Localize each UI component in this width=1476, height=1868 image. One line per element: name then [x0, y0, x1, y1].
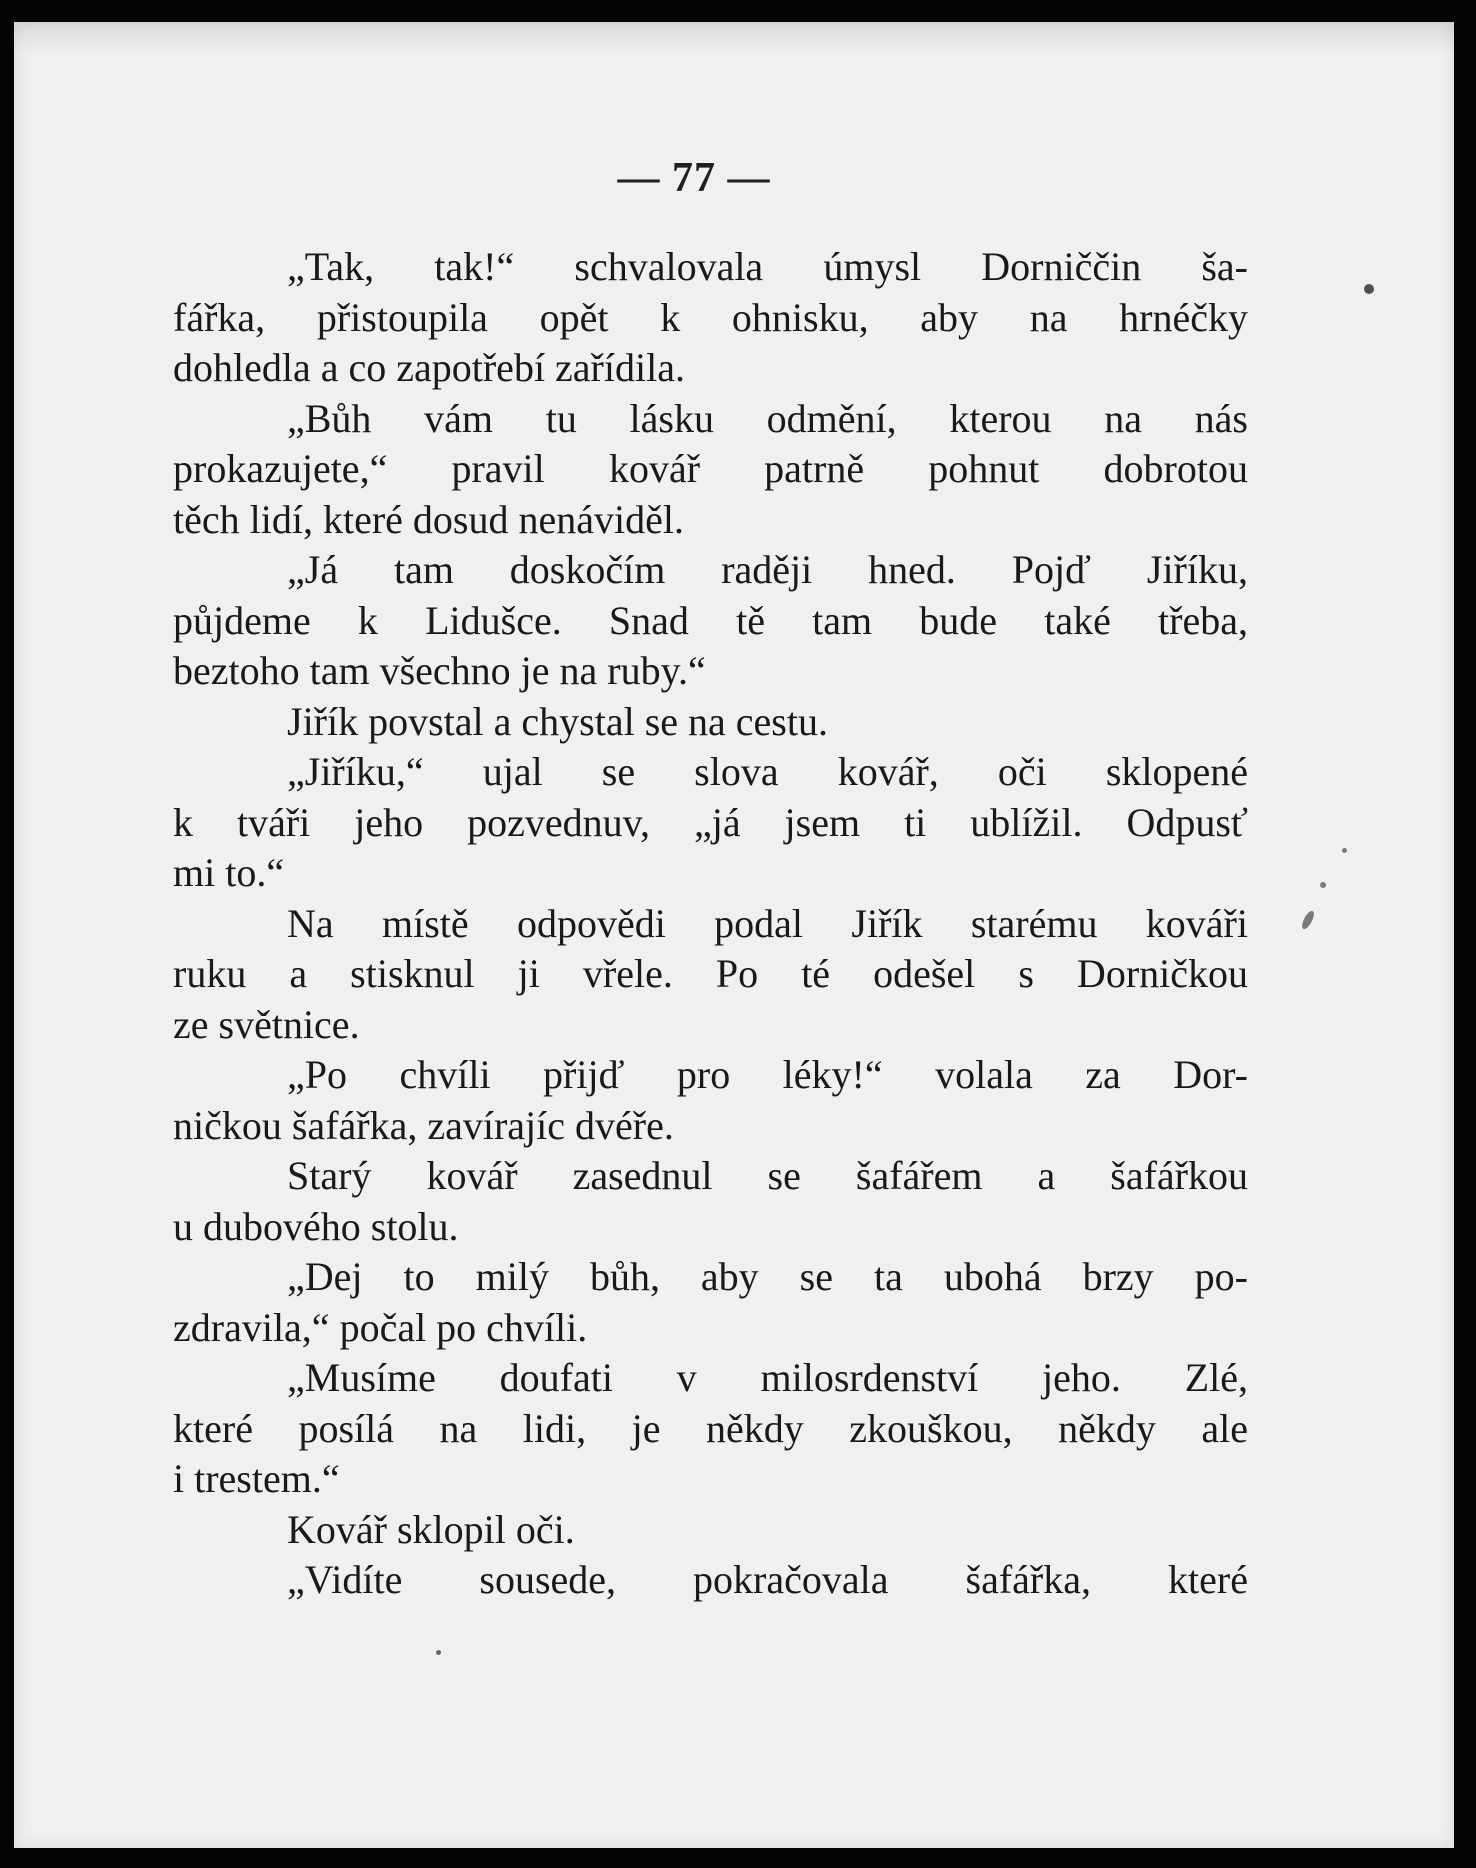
- page-number: — 77 —: [617, 155, 771, 201]
- ink-spot: [1320, 882, 1326, 888]
- ink-spot: [1300, 909, 1316, 930]
- ink-spot: [1364, 284, 1374, 294]
- text-line: ruku a stisknul ji vřele. Po té odešel s Dorničkou: [173, 951, 1248, 996]
- text-line: „Dej to milý bůh, aby se ta ubohá brzy po-: [287, 1254, 1248, 1299]
- text-line: které posílá na lidi, je někdy zkouškou, někdy ale: [173, 1405, 1248, 1451]
- text-line: těch lidí, které dosud nenáviděl.: [173, 496, 684, 542]
- text-line: fářka, přistoupila opět k ohnisku, aby na hrnéčky: [173, 294, 1248, 340]
- text-line: Kovář sklopil oči.: [287, 1506, 575, 1552]
- ink-spot: [436, 1650, 441, 1655]
- text-line: i trestem.“: [173, 1456, 340, 1501]
- text-line: Na místě odpovědi podal Jiřík starému kováři: [287, 900, 1248, 946]
- text-line: k tváři jeho pozvednuv, „já jsem ti ublížil. Odpusť: [173, 799, 1248, 845]
- text-line: zdravila,“ počal po chvíli.: [173, 1304, 588, 1350]
- text-line: ze světnice.: [173, 1001, 360, 1047]
- text-line: u dubového stolu.: [173, 1203, 459, 1249]
- text-line: „Bůh vám tu lásku odmění, kterou na nás: [287, 395, 1248, 441]
- ink-spot: [1342, 848, 1347, 853]
- text-line: „Musíme doufati v milosrdenství jeho. Zlé,: [287, 1355, 1248, 1400]
- text-line: Jiřík povstal a chystal se na cestu.: [287, 698, 828, 744]
- text-line: mi to.“: [173, 850, 285, 895]
- text-line: dohledla a co zapotřebí zařídila.: [173, 345, 685, 390]
- text-line: beztoho tam všechno je na ruby.“: [173, 648, 706, 693]
- text-line: ničkou šafářka, zavírajíc dvéře.: [173, 1102, 674, 1148]
- text-line: „Jiříku,“ ujal se slova kovář, oči sklopené: [287, 749, 1248, 794]
- text-line: „Po chvíli přijď pro léky!“ volala za Dor-: [287, 1052, 1248, 1097]
- scanned-book-page: [14, 22, 1454, 1848]
- text-line: půjdeme k Lidušce. Snad tě tam bude také třeba,: [173, 597, 1248, 643]
- top-edge-shadow: [14, 22, 1454, 56]
- text-line: prokazujete,“ pravil kovář patrně pohnut dobrotou: [173, 446, 1248, 491]
- text-line: Starý kovář zasednul se šafářem a šafářkou: [287, 1153, 1248, 1198]
- text-line: „Tak, tak!“ schvalovala úmysl Dorniččin ša-: [287, 244, 1248, 289]
- body-text: [173, 242, 1248, 1606]
- text-line: „Já tam doskočím raději hned. Pojď Jiříku,: [287, 547, 1248, 592]
- text-line: „Vidíte sousede, pokračovala šafářka, které: [287, 1557, 1248, 1602]
